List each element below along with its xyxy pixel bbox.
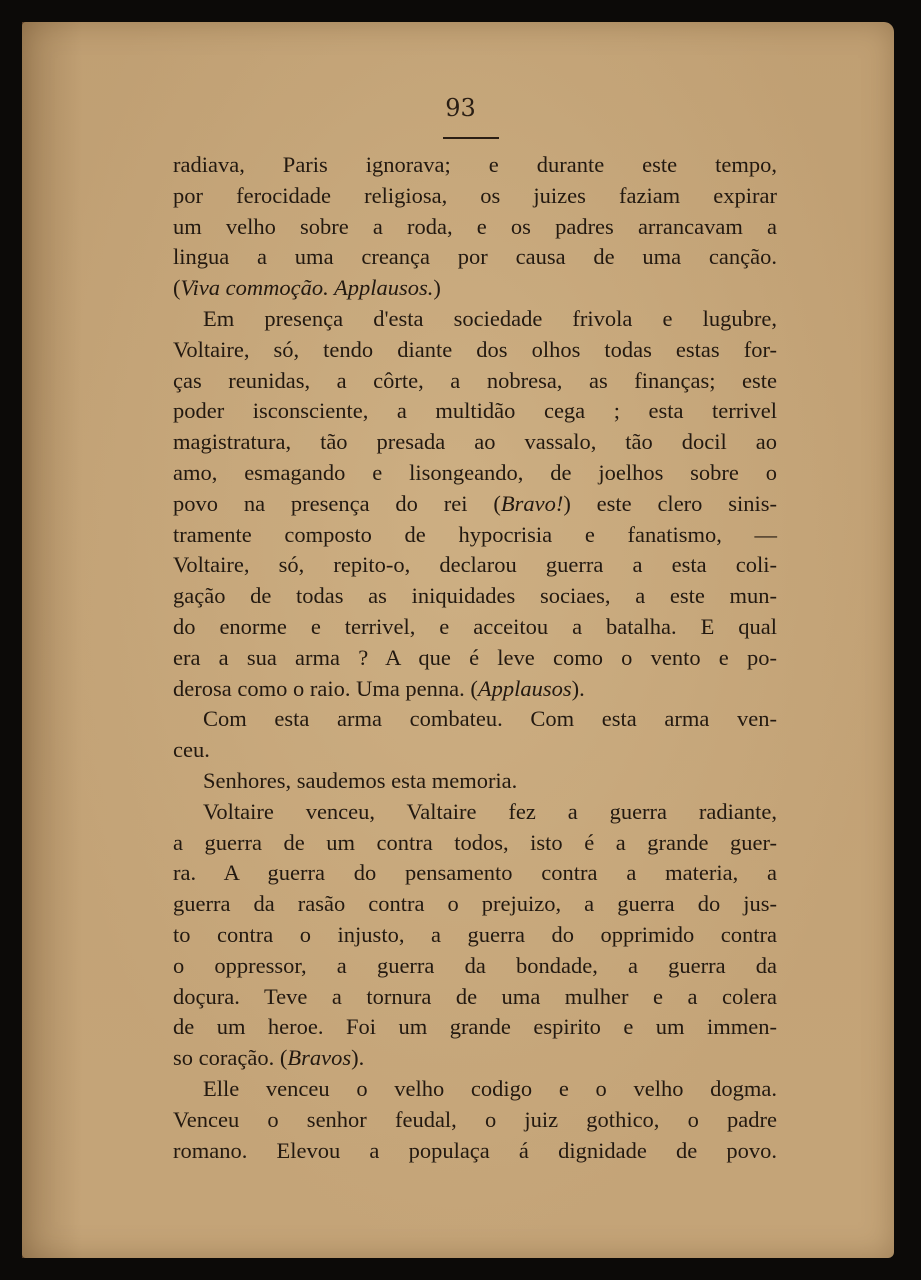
text-line: magistratura, tão presada ao vassalo, tão docil ao xyxy=(173,429,777,455)
text-line: radiava, Paris ignorava; e durante este tempo, xyxy=(173,152,777,177)
text-line: derosa como o raio. Uma penna. (Applausos). xyxy=(173,675,585,701)
text-line: Senhores, saudemos esta memoria. xyxy=(203,767,518,793)
text-line: por ferocidade religiosa, os juizes faziam expirar xyxy=(173,182,777,208)
text-line: povo na presença do rei (Bravo!) este clero sinis- xyxy=(173,490,778,516)
text-line: to contra o injusto, a guerra do opprimido contra xyxy=(173,921,777,947)
page-number: 93 xyxy=(445,94,476,122)
text-line: era a sua arma ? A que é leve como o vento e po- xyxy=(173,644,777,670)
text-line: poder isconsciente, a multidão cega ; esta terrivel xyxy=(173,398,777,424)
text-line: Com esta arma combateu. Com esta arma ven- xyxy=(203,706,777,732)
text-line: romano. Elevou a populaça á dignidade de povo. xyxy=(173,1137,777,1163)
page-number-rule xyxy=(443,137,499,139)
text-line: gação de todas as iniquidades sociaes, a este mun- xyxy=(173,583,777,609)
text-line: amo, esmagando e lisongeando, de joelhos sobre o xyxy=(173,459,777,485)
text-line: o oppressor, a guerra da bondade, a guerra da xyxy=(173,952,777,978)
text-line: Elle venceu o velho codigo e o velho dogma. xyxy=(203,1075,777,1101)
text-line: ças reunidas, a côrte, a nobresa, as finanças; este xyxy=(173,367,777,393)
text-line: de um heroe. Foi um grande espirito e um immen- xyxy=(173,1014,777,1040)
text-line: Voltaire venceu, Valtaire fez a guerra radiante, xyxy=(203,798,777,824)
text-line: Voltaire, só, tendo diante dos olhos todas estas for- xyxy=(173,336,777,362)
text-line: do enorme e terrivel, e acceitou a batalha. E qual xyxy=(173,613,777,639)
text-line: a guerra de um contra todos, isto é a grande guer- xyxy=(173,829,777,855)
text-line: Venceu o senhor feudal, o juiz gothico, o padre xyxy=(173,1106,777,1132)
text-line: Voltaire, só, repito-o, declarou guerra a esta coli- xyxy=(173,552,777,578)
text-line: tramente composto de hypocrisia e fanatismo, — xyxy=(173,521,777,547)
text-line: so coração. (Bravos). xyxy=(173,1045,365,1071)
page-body-text xyxy=(173,150,777,1166)
text-line: um velho sobre a roda, e os padres arrancavam a xyxy=(173,213,777,239)
text-line: Em presença d'esta sociedade frivola e lugubre, xyxy=(203,305,777,331)
text-line: (Viva commoção. Applausos.) xyxy=(173,275,441,301)
text-line: ceu. xyxy=(173,737,210,763)
text-line: doçura. Teve a tornura de uma mulher e a colera xyxy=(173,983,777,1009)
text-line: ra. A guerra do pensamento contra a materia, a xyxy=(173,860,777,886)
text-line: lingua a uma creança por causa de uma canção. xyxy=(173,244,777,270)
text-line: guerra da rasão contra o prejuizo, a guerra do jus- xyxy=(173,891,777,917)
